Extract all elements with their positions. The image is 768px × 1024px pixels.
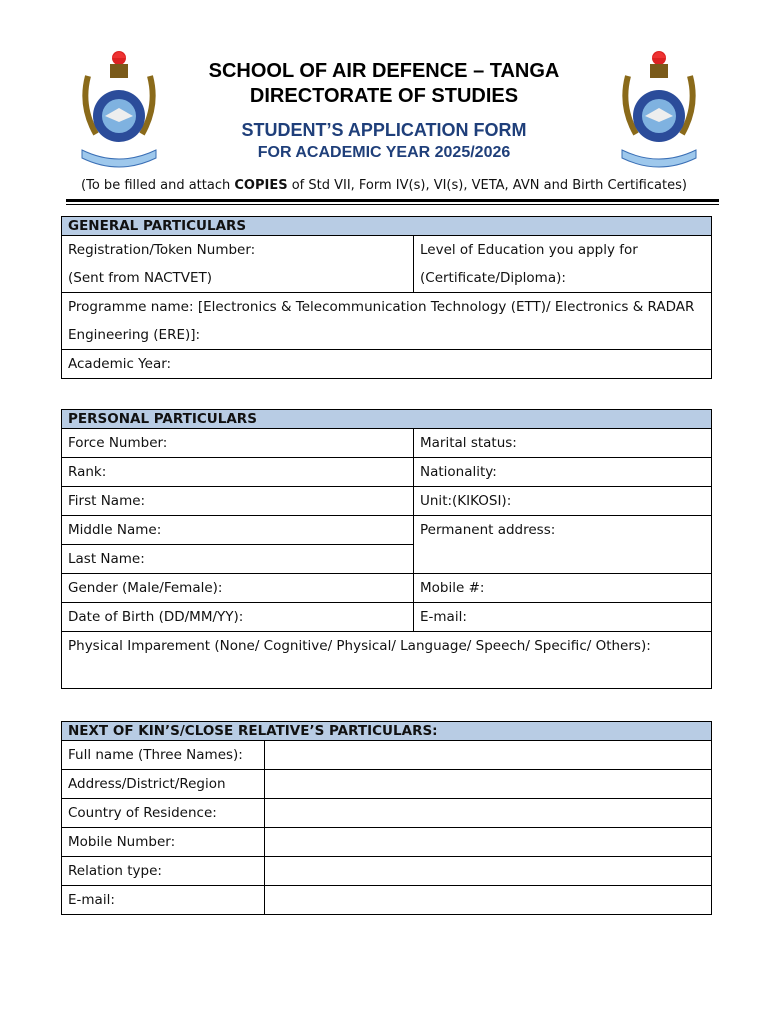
header-rule: [66, 199, 719, 202]
middle-name-field[interactable]: Middle Name:: [62, 516, 414, 545]
date-of-birth-field[interactable]: Date of Birth (DD/MM/YY):: [62, 603, 414, 632]
kin-country-input[interactable]: [265, 799, 712, 828]
kin-address-input[interactable]: [265, 770, 712, 799]
programme-name-field[interactable]: Programme name: [Electronics & Telecommunication Technology (ETT)/ Electronics & RADAR Engineering (ERE)]:: [62, 293, 712, 350]
kin-relation-label: Relation type:: [62, 857, 265, 886]
nationality-field[interactable]: Nationality:: [414, 458, 712, 487]
rank-field[interactable]: Rank:: [62, 458, 414, 487]
first-name-field[interactable]: First Name:: [62, 487, 414, 516]
kin-relation-input[interactable]: [265, 857, 712, 886]
personal-particulars-table: [61, 409, 712, 689]
registration-number-field[interactable]: Registration/Token Number: (Sent from NACTVET): [62, 236, 414, 293]
impairment-field[interactable]: Physical Imparement (None/ Cognitive/ Physical/ Language/ Speech/ Specific/ Others):: [62, 632, 712, 689]
kin-email-input[interactable]: [265, 886, 712, 915]
last-name-field[interactable]: Last Name:: [62, 545, 414, 574]
attachment-note: (To be filled and attach COPIES of Std VII, Form IV(s), VI(s), VETA, AVN and Birth Certificates): [81, 178, 687, 193]
general-particulars-table: [61, 216, 712, 379]
academic-year-field[interactable]: Academic Year:: [62, 350, 712, 379]
general-particulars-heading: GENERAL PARTICULARS: [62, 217, 712, 236]
kin-mobile-label: Mobile Number:: [62, 828, 265, 857]
kin-full-name-label: Full name (Three Names):: [62, 741, 265, 770]
kin-email-label: E-mail:: [62, 886, 265, 915]
unit-field[interactable]: Unit:(KIKOSI):: [414, 487, 712, 516]
header-rule-thin: [66, 204, 719, 205]
next-of-kin-heading: NEXT OF KIN’S/CLOSE RELATIVE’S PARTICULARS:: [62, 722, 712, 741]
directorate-name: DIRECTORATE OF STUDIES: [249, 85, 519, 107]
kin-mobile-input[interactable]: [265, 828, 712, 857]
kin-full-name-input[interactable]: [265, 741, 712, 770]
mobile-field[interactable]: Mobile #:: [414, 574, 712, 603]
kin-address-label: Address/District/Region: [62, 770, 265, 799]
next-of-kin-table: [61, 721, 712, 915]
gender-field[interactable]: Gender (Male/Female):: [62, 574, 414, 603]
marital-status-field[interactable]: Marital status:: [414, 429, 712, 458]
education-level-field[interactable]: Level of Education you apply for (Certificate/Diploma):: [414, 236, 712, 293]
school-name: SCHOOL OF AIR DEFENCE – TANGA: [208, 60, 560, 82]
form-title: STUDENT’S APPLICATION FORM: [241, 120, 527, 140]
personal-particulars-heading: PERSONAL PARTICULARS: [62, 410, 712, 429]
force-number-field[interactable]: Force Number:: [62, 429, 414, 458]
email-field[interactable]: E-mail:: [414, 603, 712, 632]
permanent-address-field[interactable]: Permanent address:: [414, 516, 712, 574]
kin-country-label: Country of Residence:: [62, 799, 265, 828]
academic-year-title: FOR ACADEMIC YEAR 2025/2026: [257, 144, 511, 161]
